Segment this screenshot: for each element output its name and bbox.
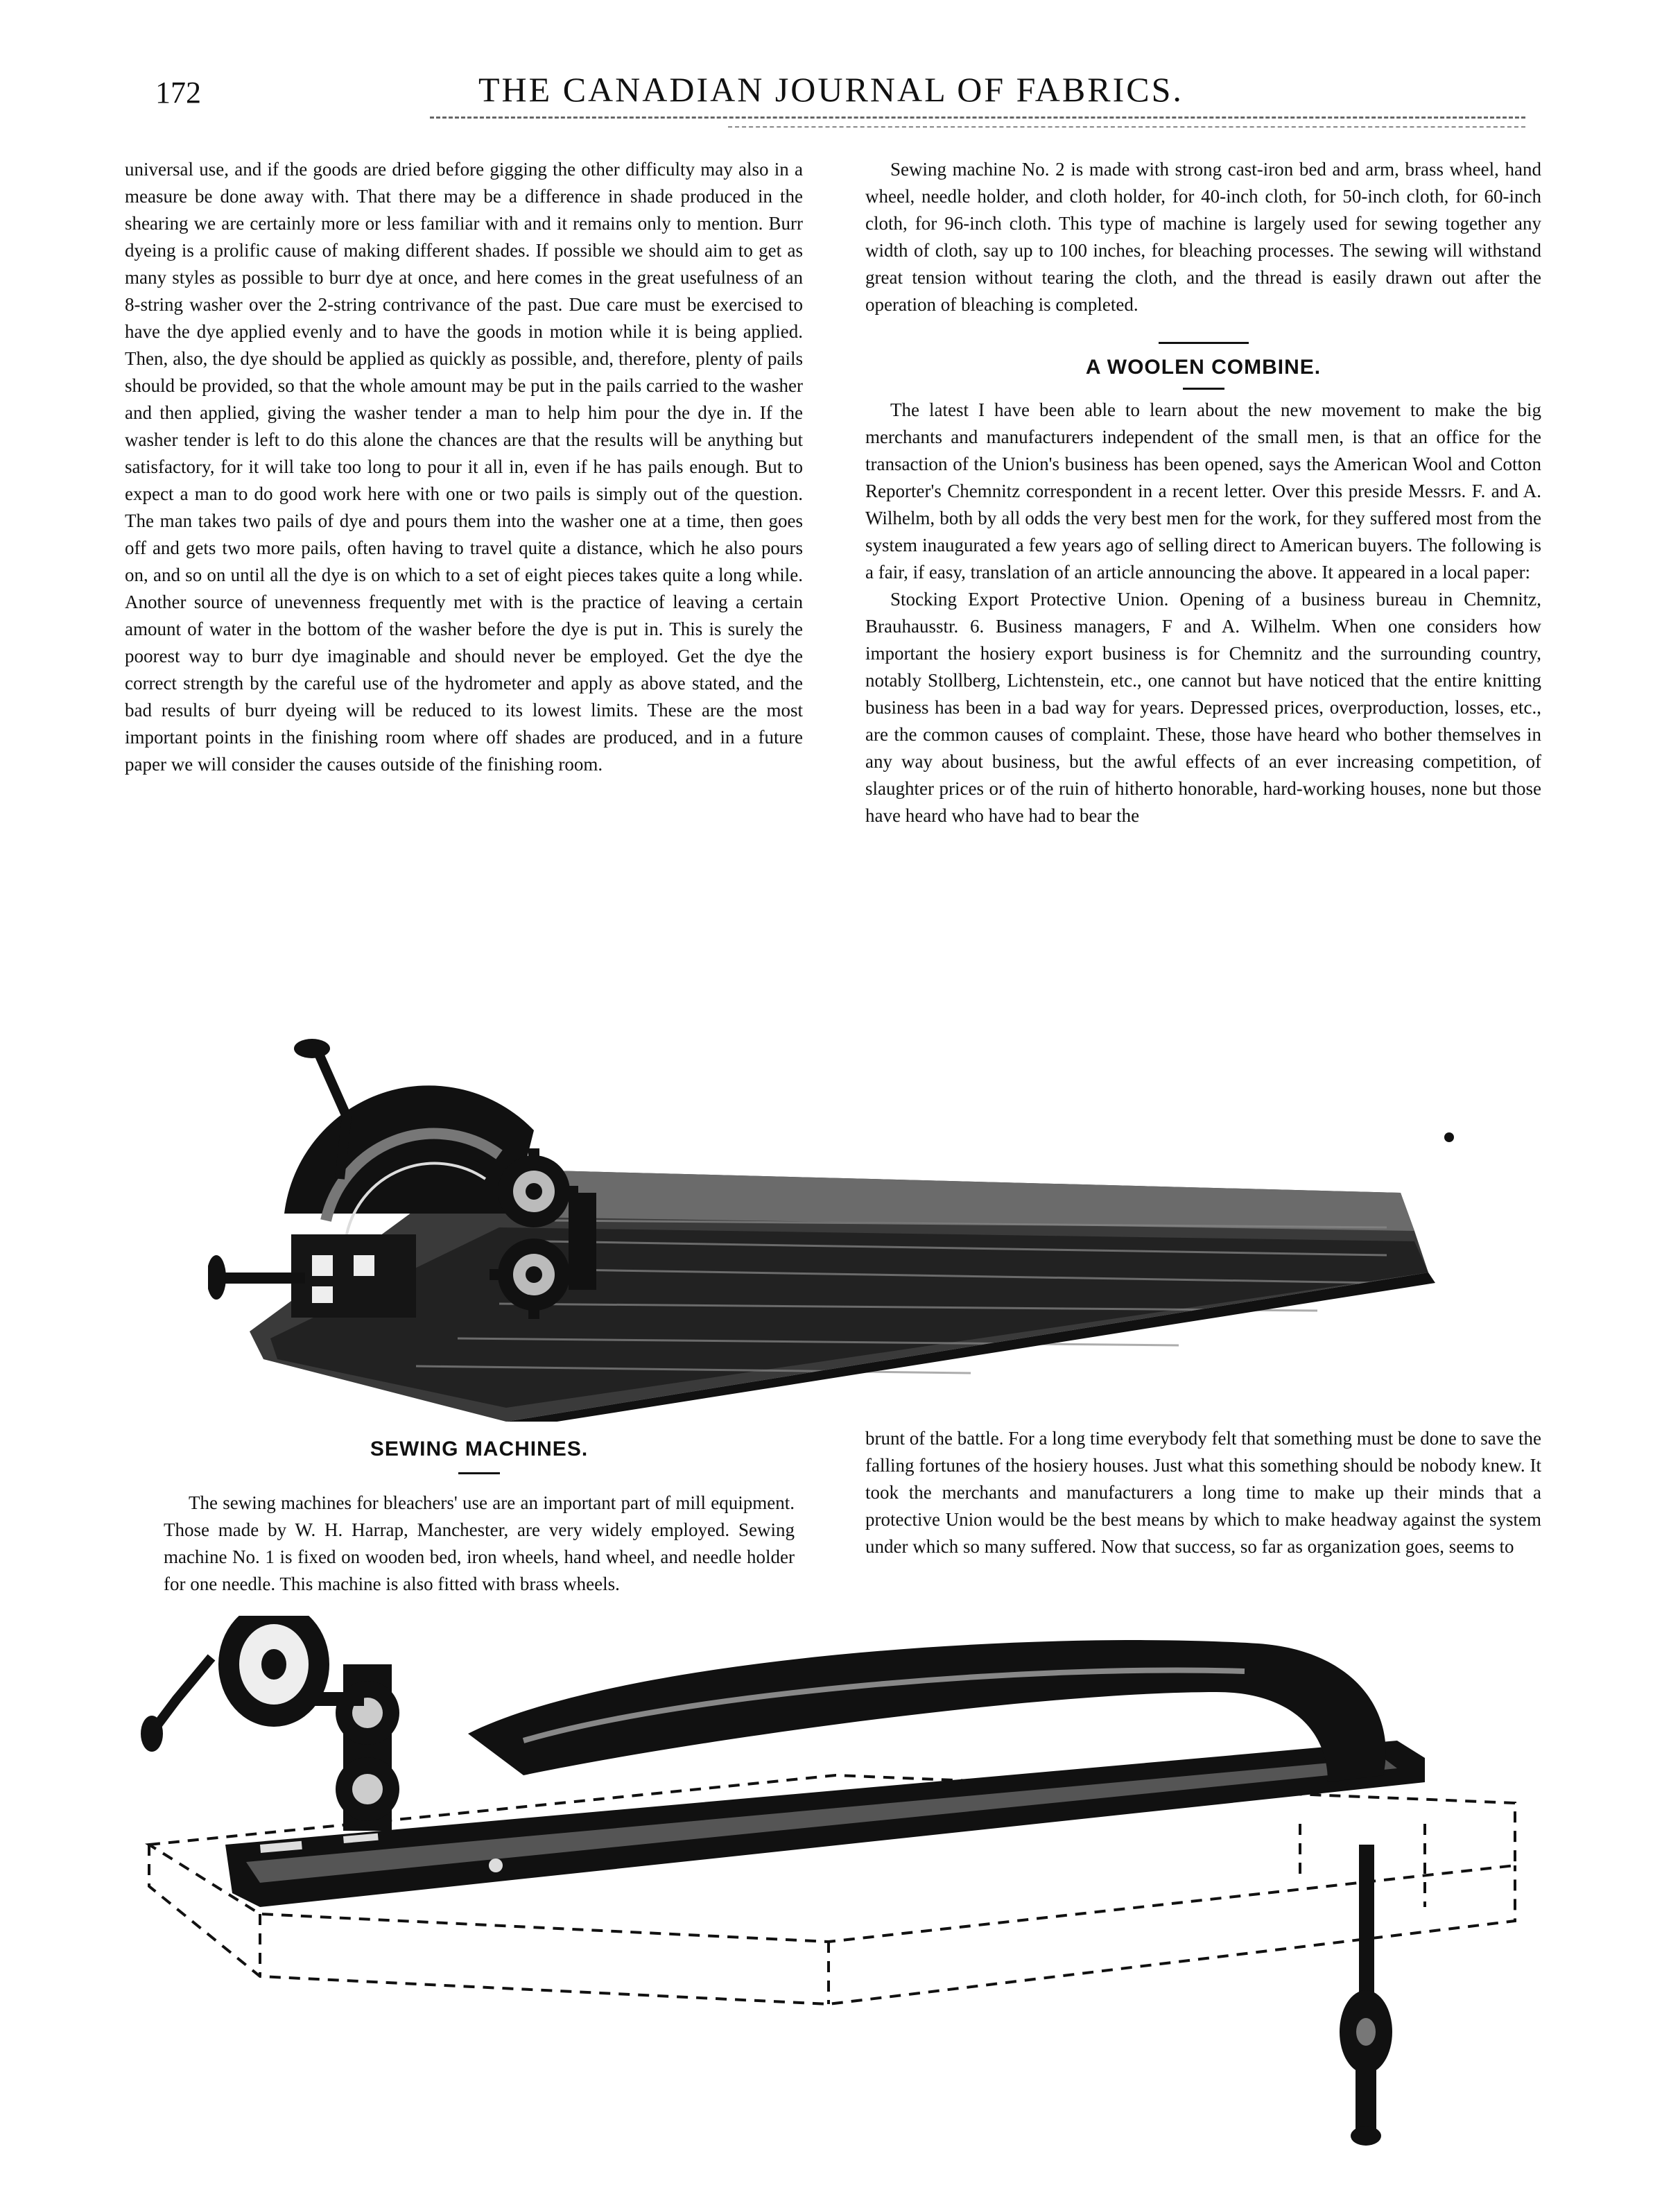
woolen-combine-paragraph-1: The latest I have been able to learn about the new movement to make the big merchants and manufacturers independent of the small men, is that an office for the transaction of the Union's business has been opened, says the American Wool and Cotton Reporter's Chemnitz correspondent in a recent letter. Over this preside Messrs. F. and A. Wilhelm, both by all odds the very best men for the work, for they suffered most from the system inaugurated a few years ago of selling direct to American buyers. The following is a fair, if easy, translation of an article announcing the above. It appeared in a local paper: — [865, 399, 1541, 583]
page-number: 172 — [155, 76, 201, 110]
sewing-machines-paragraph: The sewing machines for bleachers' use are an important part of mill equipment. Those made by W. H. Harrap, Manchester, are very widely employed. Sewing machine No. 1 is fixed on wooden bed, iron wheels, hand wheel, and needle holder for one needle. This machine is also fitted with brass wheels. — [164, 1492, 795, 1594]
left-column-bottom — [164, 1438, 795, 1598]
sewing-machine-no2-paragraph: Sewing machine No. 2 is made with strong cast-iron bed and arm, brass wheel, hand wheel, needle holder, and cloth holder, for 40-inch cloth, for 50-inch cloth, for 60-inch cloth, for 96-inch cloth. This type of machine is largely used for sewing together any width of cloth, say up to 100 inches, for bleaching processes. The sewing will withstand great tension without tearing the cloth, and the thread is easily drawn out after the operation of bleaching is completed. — [865, 159, 1541, 315]
running-head: THE CANADIAN JOURNAL OF FABRICS. — [478, 70, 1184, 109]
right-column-top — [865, 156, 1541, 829]
header-rule — [430, 117, 1525, 119]
sewing-machine-no2-illustration — [135, 1616, 1536, 2157]
woolen-combine-heading: A WOOLEN COMBINE. — [1085, 356, 1322, 379]
sewing-machine-no1-illustration — [208, 1033, 1498, 1422]
left-column-top — [125, 156, 803, 778]
woolen-combine-continued: brunt of the battle. For a long time everybody felt that something must be done to save the falling fortunes of the hosiery houses. Just what this something should be nobody knew. It took the merchants and manufacturers a long time to make up their minds that a protective Union would be the best means by which to make headway against the system under which so many suffered. Now that success, so far as organization goes, seems to — [865, 1428, 1541, 1557]
dyeing-paragraph: universal use, and if the goods are dried before gigging the other difficulty may also in a measure be done away with. That there may be a difference in shade produced in the shearing we are certainly more or less familiar with and it remains only to mention. Burr dyeing is a prolific cause of making different shades. If possible we should aim to get as many styles as possible to burr dye at once, and here comes in the great usefulness of an 8-string washer over the 2-string contrivance of the past. Due care must be exercised to have the dye applied evenly and to have the goods in motion while it is being applied. Then, also, the dye should be applied as quickly as possible, and, therefore, plenty of pails should be provided, so that the whole amount may be put in the pails carried to the washer and then applied, giving the washer tender a man to help him pour the dye in. If the washer tender is left to do this alone the chances are that the results will be anything but satisfactory, for it will take too long to pour it all in, even if he has pails enough. But to expect a man to do good work here with one or two pails is simply out of the question. The man takes two pails of dye and pours them into the washer one at a time, then goes off and gets two more pails, often having to travel quite a distance, which he also pours on, and so on until all the dye is on which to a set of eight pieces takes quite a long while. Another source of unevenness frequently met with is the practice of leaving a certain amount of water in the bottom of the washer before the dye is put in. This is surely the poorest way to burr dye imaginable and should never be employed. Get the dye the correct strength by the careful use of the hydrometer and apply as above stated, and the bad results of burr dyeing will be reduced to its lowest limits. These are the most important points in the finishing room where off shades are produced, and in a future paper we will consider the causes outside of the finishing room. — [125, 159, 803, 775]
right-column-bottom — [865, 1425, 1541, 1560]
sewing-machines-heading: SEWING MACHINES. — [370, 1438, 589, 1460]
woolen-combine-paragraph-2: Stocking Export Protective Union. Opening of a business bureau in Chemnitz, Brauhausstr. 6. Business managers, F and A. Wilhelm. When one considers how important the hosiery export business is for Chemnitz and the surrounding country, notably Stollberg, Lichtenstein, etc., one cannot but have noticed that the entire knitting business has been in a bad way for years. Depressed prices, overproduction, losses, etc., are the common causes of complaint. These, those have heard who bother themselves in any way about business, but the awful effects of an ever increasing competition, of slaughter prices or of the ruin of hitherto honorable, hard-working houses, none but those have heard who have had to bear the — [865, 589, 1541, 826]
header-rule-secondary — [728, 126, 1525, 128]
